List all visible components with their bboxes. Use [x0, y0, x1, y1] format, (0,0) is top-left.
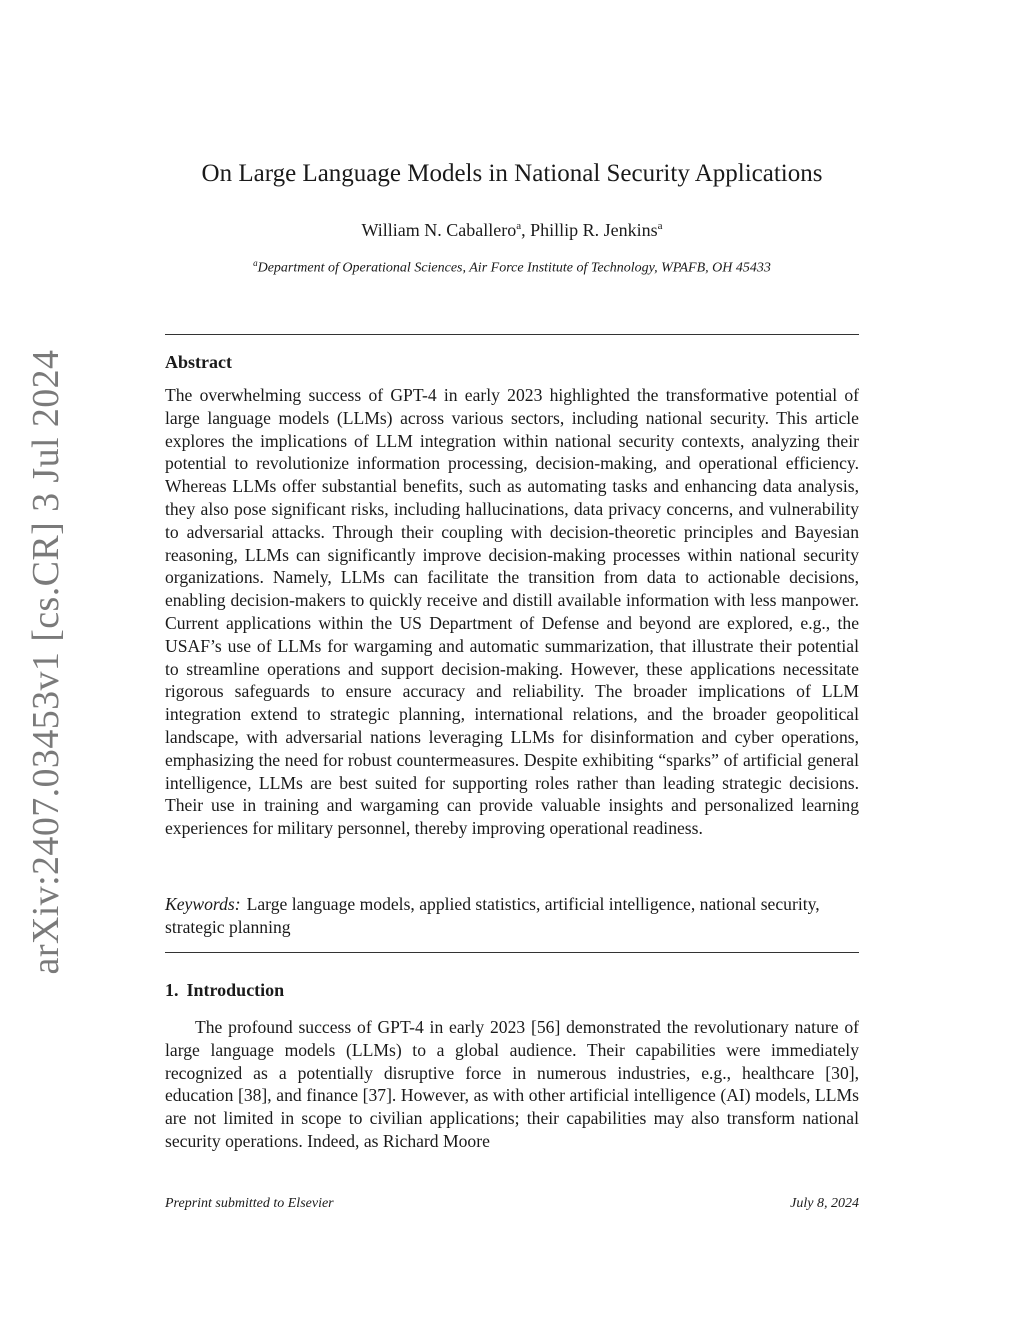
abstract-body: The overwhelming success of GPT-4 in early 2023 highlighted the transformative potential of large language models (LLMs) across various sectors, including national security. This article explores the implications of LLM integration within national security contexts, analyzing their potential to revolutionize information processing, decision-making, and operational efficiency. Whereas LLMs offer substantial benefits, such as automating tasks and enhancing data analysis, they also pose significant risks, including hallucinations, data privacy concerns, and vulnerability to adversarial attacks. Through their coupling with decision-theoretic principles and Bayesian reasoning, LLMs can significantly improve decision-making processes within national security organizations. Namely, LLMs can facilitate the transition from data to actionable decisions, enabling decision-makers to quickly receive and distill available information with less manpower. Current applications within the US Department of Defense and beyond are explored, e.g., the USAF’s use of LLMs for wargaming and automatic summarization, that illustrate their potential to streamline operations and support decision-making. However, these applications necessitate rigorous safeguards to ensure accuracy and reliability. The broader implications of LLM integration extend to strategic planning, international relations, and the broader geopolitical landscape, with adversarial nations leveraging LLMs for disinformation and cyber operations, emphasizing the need for robust countermeasures. Despite exhibiting “sparks” of artificial general intelligence, LLMs are best suited for supporting roles rather than leading strategic decisions. Their use in training and wargaming can provide valuable insights and personalized learning experiences for military personnel, thereby improving operational readiness.: [165, 385, 859, 839]
abstract-bottom-rule: [165, 952, 859, 953]
author-separator: ,: [521, 220, 531, 240]
author-name-1: William N. Caballero: [361, 220, 517, 240]
footer-date: July 8, 2024: [790, 1196, 859, 1211]
introduction-paragraph: The profound success of GPT-4 in early 2023 [56] demonstrated the revolutionary nature of large language models (LLMs) to a global audience. Their capabilities were immediately recognized as a potentially disruptive force in numerous industries, e.g., healthcare [30], education [38], and finance [37]. However, as with other artificial intelligence (AI) models, LLMs are not limited in scope to civilian applications; their capabilities may also transform national security operations. Indeed, as Richard Moore: [165, 1017, 859, 1151]
affiliation-mark: a: [253, 258, 258, 268]
section-heading-introduction: [165, 980, 284, 1001]
author-affil-mark-2: a: [657, 220, 663, 232]
affiliation-text: Department of Operational Sciences, Air Force Institute of Technology, WPAFB, OH 45433: [257, 260, 771, 276]
paper-title: On Large Language Models in National Security Applications: [201, 160, 823, 187]
arxiv-identifier-stamp: arXiv:2407.03453v1 [cs.CR] 3 Jul 2024: [25, 349, 67, 975]
keywords-label: Keywords:: [165, 894, 241, 914]
keywords: [165, 893, 859, 939]
section-title: Introduction: [186, 980, 285, 1000]
abstract-heading: Abstract: [165, 352, 232, 372]
author-affil-mark-1: a: [516, 220, 522, 232]
keywords-text: Large language models, applied statistics, artificial intelligence, national security, strategic planning: [165, 894, 820, 937]
section-number: 1.: [165, 980, 179, 1000]
author-list: [0, 220, 1024, 241]
footer-preprint-note: Preprint submitted to Elsevier: [165, 1196, 334, 1211]
affiliation: [0, 258, 1024, 277]
abstract-top-rule: [165, 334, 859, 335]
author-name-2: Phillip R. Jenkins: [530, 220, 658, 240]
